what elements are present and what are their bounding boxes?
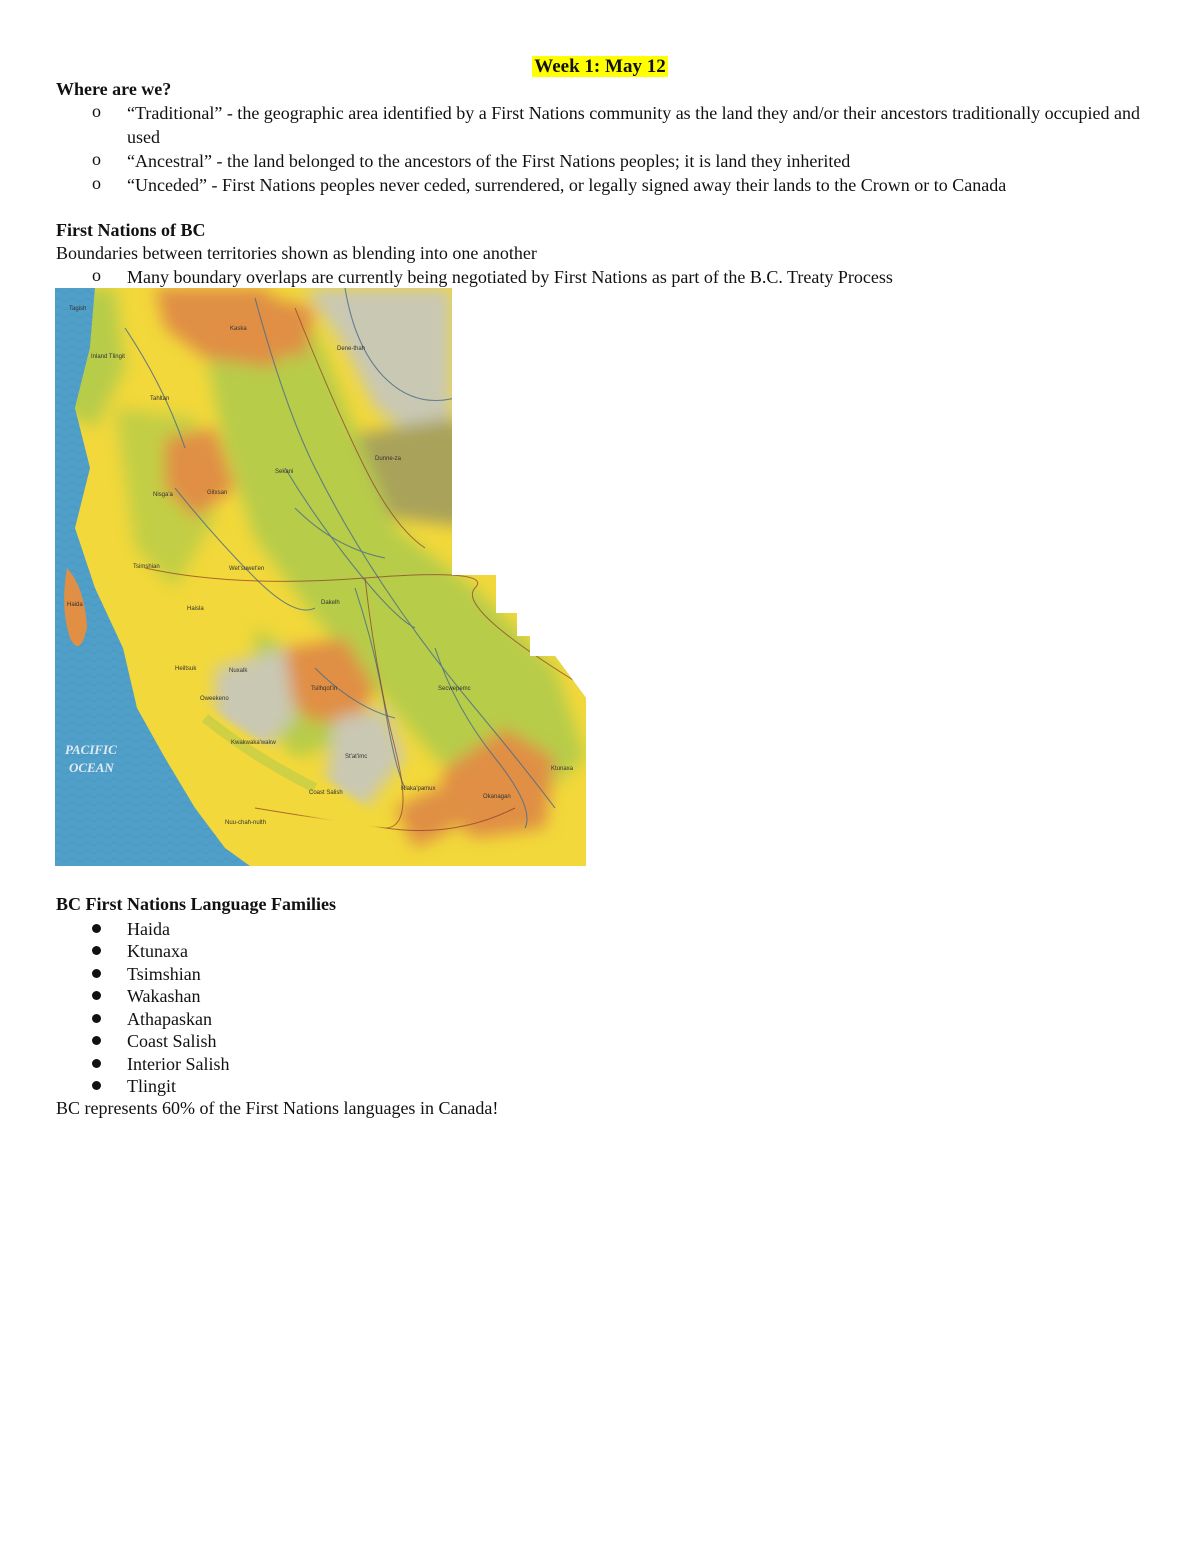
map-label: Kwakwaka'wakw: [231, 740, 276, 746]
map-label: Oweekeno: [200, 696, 229, 702]
map-label: Tsimshian: [133, 564, 160, 570]
map-image: [55, 288, 586, 866]
list-item-text: “Traditional” - the geographic area identified by a First Nations community as the land they and/or their ancestors traditionally occupied and used: [127, 103, 1141, 147]
list-item-text: Haida: [127, 919, 170, 939]
bullet-icon: [92, 917, 116, 938]
map-label: Nlaka'pamux: [401, 786, 436, 792]
list-marker: o: [92, 173, 101, 193]
map-label: Wet'suwet'en: [229, 566, 265, 572]
list-item-text: Ktunaxa: [127, 941, 188, 961]
map-label: Sekani: [275, 469, 294, 475]
bc-first-nations-map: [55, 288, 586, 866]
ocean-label-line1: PACIFIC: [65, 742, 117, 757]
bullet-icon: [92, 1052, 116, 1073]
boundaries-text: Boundaries between territories shown as blending into one another: [56, 243, 537, 263]
languages-footer-text: BC represents 60% of the First Nations languages in Canada!: [56, 1098, 499, 1118]
page-title: Week 1: May 12: [534, 56, 666, 77]
list-item-text: Many boundary overlaps are currently being negotiated by First Nations as part of the B.C. Treaty Process: [127, 267, 893, 287]
list-item-text: Coast Salish: [127, 1031, 217, 1051]
map-label: Nuu-chah-nulth: [225, 820, 267, 826]
map-label: Gitxsan: [207, 490, 228, 496]
first-nations-heading: First Nations of BC: [56, 220, 206, 240]
bullet-icon: [92, 1074, 116, 1095]
list-item-text: Tlingit: [127, 1076, 176, 1096]
map-label: Kaska: [230, 326, 247, 332]
bullet-icon: [92, 1007, 116, 1028]
map-label: Dakelh: [321, 600, 340, 606]
list-marker: o: [92, 265, 101, 285]
map-label: Inland Tlingit: [91, 354, 125, 360]
map-label: Tsilhqot'in: [311, 686, 338, 692]
list-item-text: “Ancestral” - the land belonged to the ancestors of the First Nations peoples; it is land they inherited: [127, 151, 851, 171]
map-label: Coast Salish: [309, 790, 343, 796]
map-label: Ktunaxa: [551, 766, 574, 772]
map-label: Okanagan: [483, 794, 511, 800]
map-label: Secwepemc: [438, 686, 471, 692]
map-label: Dene-thah: [337, 346, 366, 352]
map-label: St'at'imc: [345, 754, 368, 760]
map-label: Tagish: [69, 306, 87, 312]
language-families-heading: BC First Nations Language Families: [56, 894, 337, 914]
map-label: Nuxalk: [229, 668, 248, 674]
list-item-text: Interior Salish: [127, 1054, 230, 1074]
list-item-text: Tsimshian: [127, 964, 201, 984]
ocean-label-line2: OCEAN: [69, 760, 114, 775]
list-item-text: Wakashan: [127, 986, 201, 1006]
map-label: Haida: [67, 602, 83, 608]
where-are-we-heading: Where are we?: [56, 79, 172, 99]
map-label: Tahltan: [150, 396, 170, 402]
list-marker: o: [92, 149, 101, 169]
list-item-text: Athapaskan: [127, 1009, 212, 1029]
bullet-icon: [92, 1029, 116, 1050]
list-marker: o: [92, 101, 101, 121]
list-item-text: “Unceded” - First Nations peoples never ceded, surrendered, or legally signed away their lands to the Crown or to Canada: [127, 175, 1007, 195]
bullet-icon: [92, 939, 116, 960]
bullet-icon: [92, 984, 116, 1005]
map-label: Dunne-za: [375, 456, 402, 462]
title-line: [0, 56, 1200, 78]
map-label: Nisga'a: [153, 492, 173, 498]
map-label: Haisla: [187, 606, 204, 612]
map-label: Heiltsuk: [175, 666, 197, 672]
bullet-icon: [92, 962, 116, 983]
